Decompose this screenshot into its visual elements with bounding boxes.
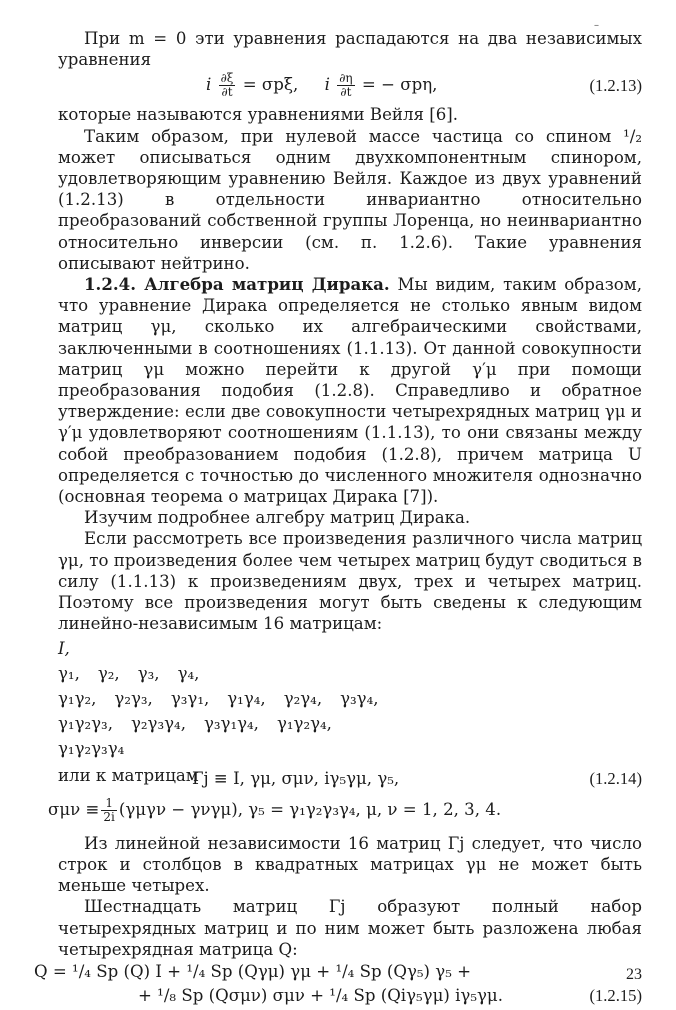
fraction-left: $\frac{\partial\xi}{\partial t}$ (220, 71, 234, 100)
equation-label: (1.2.15) (589, 985, 642, 1005)
fraction-right: $\frac{\partial\eta}{\partial t}$ (339, 71, 353, 100)
matrix-list (58, 636, 642, 761)
scan-mark: – (594, 20, 599, 31)
paragraph-dirac-algebra: 1.2.4. Алгебра матриц Дирака. Мы видим, таким образом, что уравнение Дирака определяется не столько явным видом матриц γμ, сколько их алгебраическими свойствами, заключенными в соотношениях (1.1.13). От данной совокупности матриц γμ можно перейти к другой γ′μ при помощи преобразования подобия (1.2.8). Справедливо и обратное утверждение: если две совокупности четырехрядных матриц γμ и γ′μ удовлетворяют соотношениям (1.1.13), то они связаны между собой преобразованием подобия (1.2.8), причем матрица U определяется с точностью до численного множителя однозначно (основная теорема о матрицах Дирака [7]). (58, 274, 642, 507)
paragraph-weyl-name: которые называются уравнениями Вейля [6]. (58, 105, 459, 125)
matrix-row-4: γ₁γ₂γ₃γ₄ (58, 739, 125, 759)
page-number: 23 (626, 966, 642, 983)
paragraph-complete-set: Шестнадцать матриц Γj образуют полный набор четырехрядных матриц и по ним может быть разложена любая четырехрядная матрица Q: (58, 897, 642, 959)
page-content (34, 28, 642, 1010)
paragraph-neutrino: Таким образом, при нулевой массе частица со спином ¹/₂ может описываться одним двухкомпонентным спинором, удовлетворяющим уравнению Вейля. Каждое из двух уравнений (1.2.13) в отдельности инвариантно относительно преобразований собственной группы Лоренца, но неинвариантно относительно инверсии (см. п. 1.2.6). Такие уравнения описывают нейтрино. (58, 126, 642, 273)
paragraph-or-matrices: или к матрицам (58, 766, 199, 786)
equation-1-2-15 (34, 960, 642, 1010)
paragraph-weyl-intro: При m = 0 эти уравнения распадаются на два независимых уравнения (58, 29, 642, 70)
equation-1-2-13 (58, 70, 642, 104)
equation-label: (1.2.14) (589, 768, 642, 788)
equation-line-2: + ¹/₈ Sp (Qσμν) σμν + ¹/₄ Sp (Qiγ₅γμ) iγ₅γμ. (138, 985, 503, 1005)
matrix-row-1: γ₁, γ₂, γ₃, γ₄, (58, 664, 200, 684)
paragraph-independence: Из линейной независимости 16 матриц Γj следует, что число строк и столбцов в квадратных матрицах γμ не может быть меньше четырех. (58, 833, 642, 896)
equation-1-2-14 (58, 767, 642, 793)
equation-sigma-definition (48, 793, 642, 829)
fraction-half-i: $\frac{1}{2i}$ (103, 795, 115, 824)
section-heading: 1.2.4. Алгебра матриц Дирака. (84, 274, 390, 295)
matrix-row-2: γ₁γ₂, γ₂γ₃, γ₃γ₁, γ₁γ₄, γ₂γ₄, γ₃γ₄, (58, 689, 379, 709)
equation-line-1: Q = ¹/₄ Sp (Q) I + ¹/₄ Sp (Qγμ) γμ + ¹/₄ Sp (Qγ₅) γ₅ + (34, 961, 472, 981)
equation-body: Γj ≡ I, γμ, σμν, iγ₅γμ, γ₅, (192, 768, 400, 788)
matrix-row-3: γ₁γ₂γ₃, γ₂γ₃γ₄, γ₃γ₁γ₄, γ₁γ₂γ₄, (58, 714, 332, 734)
paragraph-products: Если рассмотреть все произведения различного числа матриц γμ, то произведения более чем четырех матриц будут сводиться в силу (1.1.13) к произведениям двух, трех и четырех матриц. Поэтому все произведения могут быть сведены к следующим линейно-независимым 16 матрицам: (58, 529, 642, 634)
equation-body: σμν ≡ $\frac{1}{2i}$ (γμγν − γνγμ), γ₅ = γ₁γ₂γ₃γ₄, μ, ν = 1, 2, 3, 4. (48, 795, 502, 824)
paragraph-study: Изучим подробнее алгебру матриц Дирака. (84, 508, 471, 528)
equation-label: (1.2.13) (589, 76, 642, 96)
equation-body: i $\frac{\partial\xi}{\partial t}$ = σpξ, i $\frac{\partial\eta}{\partial t}$ = − σpη, (206, 71, 438, 100)
matrix-row-0: I, (58, 639, 70, 659)
